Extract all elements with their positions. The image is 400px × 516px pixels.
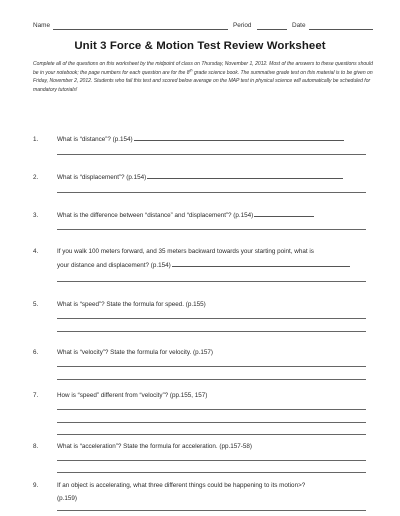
instructions-text-part-2: grade science book. The summative grade test on this material is to be given on Friday, November 2, 2012. Students who fail this test and scored below average on the MAP test in physical science will automatically be scheduled for mandatory tutorials! bbox=[33, 69, 373, 93]
question-6-number: 6. bbox=[33, 349, 39, 356]
question-6-answer-line-2[interactable] bbox=[57, 379, 366, 380]
question-6-answer-line-1[interactable] bbox=[57, 366, 366, 367]
question-1-prompt: What is “distance”? (p.154) bbox=[57, 136, 133, 143]
question-8-answer-line-2[interactable] bbox=[57, 472, 366, 473]
question-1-fill-line[interactable] bbox=[134, 140, 344, 141]
question-9-text-line-2: (p.159) bbox=[57, 495, 77, 502]
question-4-prompt-2: your distance and displacement? (p.154) bbox=[57, 262, 171, 269]
page-title: Unit 3 Force & Motion Test Review Worksheet bbox=[74, 40, 326, 52]
question-1-text bbox=[57, 136, 344, 143]
question-9-number: 9. bbox=[33, 482, 39, 489]
question-1-answer-line[interactable] bbox=[57, 154, 366, 155]
question-3-text bbox=[57, 212, 314, 219]
question-4-text-line-1: If you walk 100 meters forward, and 35 meters backward towards your starting point, what is bbox=[57, 248, 314, 255]
question-5-text: What is “speed”? State the formula for speed. (p.155) bbox=[57, 301, 206, 308]
question-6-text: What is “velocity”? State the formula for velocity. (p.157) bbox=[57, 349, 213, 356]
question-5-answer-line-1[interactable] bbox=[57, 318, 366, 319]
question-4-text-line-2 bbox=[57, 262, 350, 269]
date-blank[interactable] bbox=[309, 29, 373, 30]
question-4-fill-line[interactable] bbox=[172, 266, 350, 267]
period-label: Period bbox=[233, 22, 252, 29]
question-2-number: 2. bbox=[33, 174, 39, 181]
question-9-answer-line[interactable] bbox=[57, 510, 366, 511]
question-4-number: 4. bbox=[33, 248, 39, 255]
question-5-number: 5. bbox=[33, 301, 39, 308]
name-label: Name bbox=[33, 22, 51, 29]
instructions-superscript: th bbox=[189, 67, 193, 72]
question-1-number: 1. bbox=[33, 136, 39, 143]
question-3-answer-line[interactable] bbox=[57, 229, 366, 230]
question-8-answer-line-1[interactable] bbox=[57, 460, 366, 461]
question-7-answer-line-1[interactable] bbox=[57, 409, 366, 410]
question-3-number: 3. bbox=[33, 212, 39, 219]
question-7-number: 7. bbox=[33, 392, 39, 399]
question-7-text: How is “speed” different from “velocity”? (pp.155, 157) bbox=[57, 392, 208, 399]
question-2-answer-line[interactable] bbox=[57, 192, 366, 193]
question-2-prompt: What is “displacement”? (p.154) bbox=[57, 174, 147, 181]
question-9-text-line-1: If an object is accelerating, what three different things could be happening to its motion>? bbox=[57, 482, 306, 489]
question-7-answer-line-2[interactable] bbox=[57, 422, 366, 423]
question-5-answer-line-2[interactable] bbox=[57, 331, 366, 332]
question-7-answer-line-3[interactable] bbox=[57, 434, 366, 435]
period-blank[interactable] bbox=[257, 29, 287, 30]
question-2-fill-line[interactable] bbox=[147, 178, 343, 179]
question-3-prompt: What is the difference between “distance” and “displacement”? (p.154) bbox=[57, 212, 254, 219]
student-info-row bbox=[33, 22, 373, 34]
question-8-text: What is “acceleration”? State the formula for acceleration. (pp.157-58) bbox=[57, 443, 252, 450]
question-2-text bbox=[57, 174, 343, 181]
instructions-paragraph bbox=[33, 60, 373, 94]
question-3-fill-line[interactable] bbox=[254, 216, 314, 217]
instructions-text-part-1: Complete all of the questions on this worksheet by the midpoint of class on Thursday, November 1, 2012. Most of the answers to these questions should be in your notebook; the page numbers for each question are for the 8 bbox=[33, 61, 373, 76]
date-label: Date bbox=[292, 22, 306, 29]
name-blank[interactable] bbox=[53, 29, 228, 30]
question-4-answer-line[interactable] bbox=[57, 281, 366, 282]
question-8-number: 8. bbox=[33, 443, 39, 450]
